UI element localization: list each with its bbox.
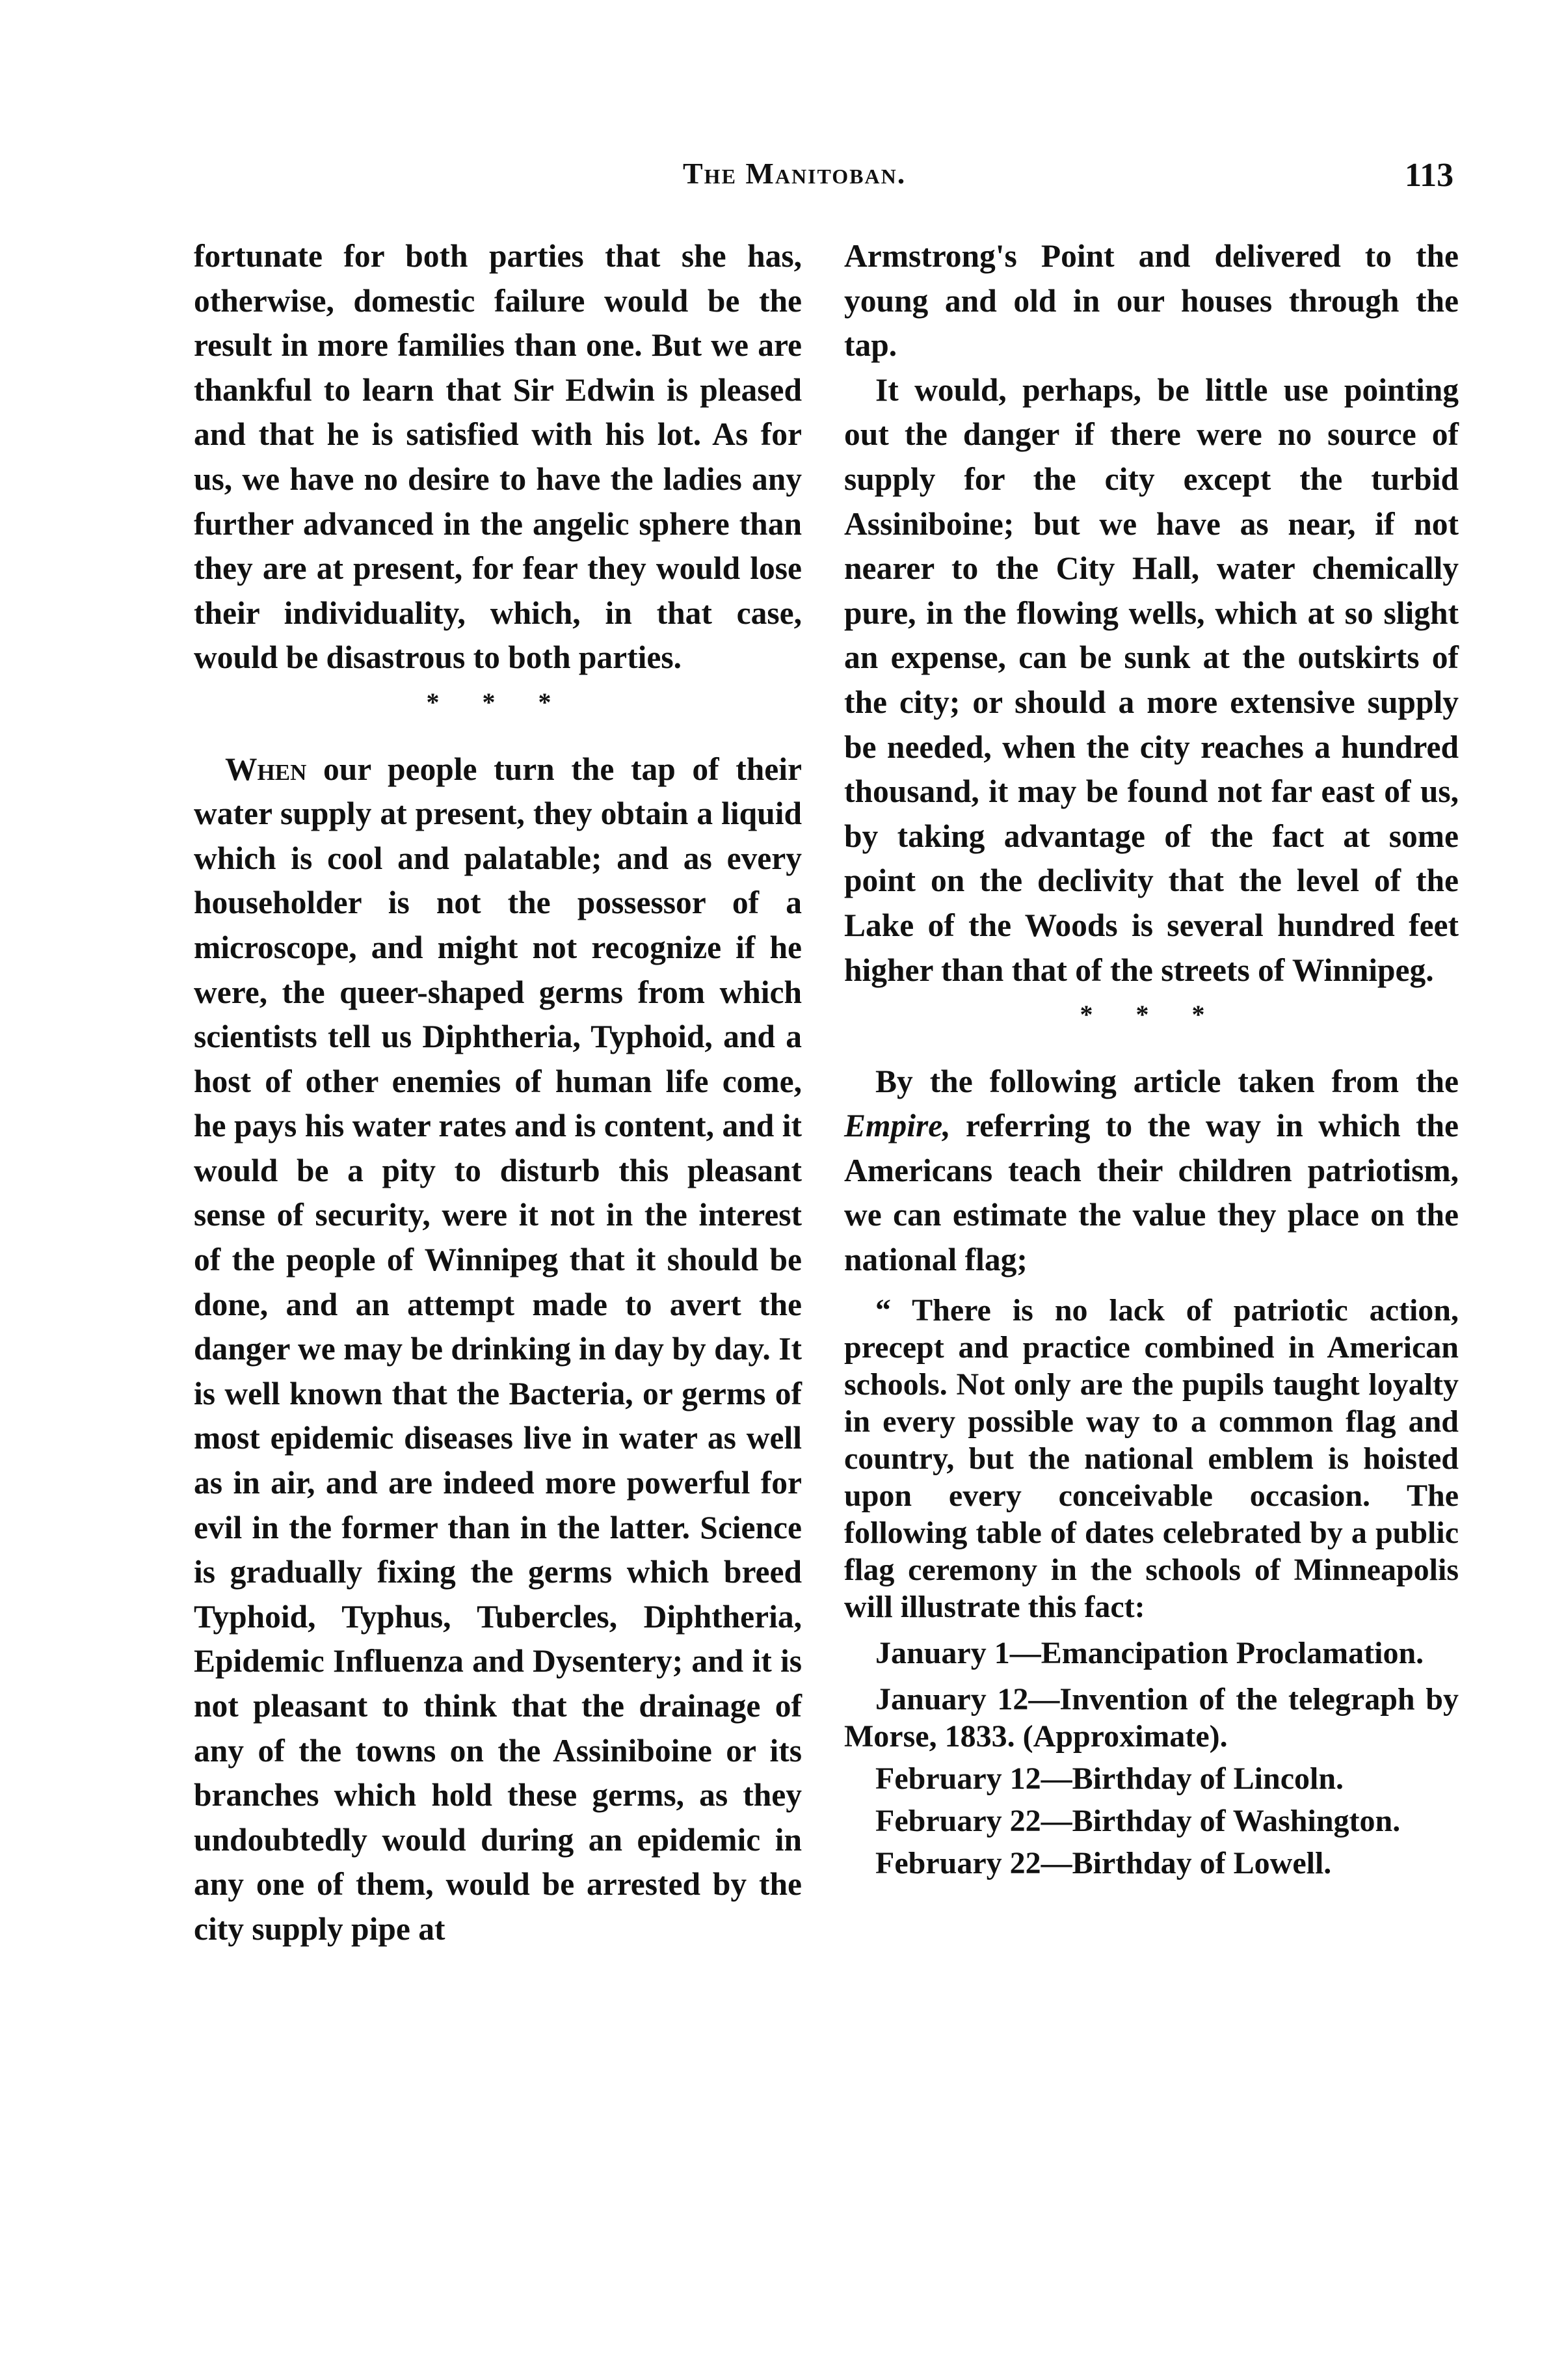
right-paragraph-3 [844,1060,1459,1283]
page-header [0,156,1566,202]
drop-lead-word: When [225,751,307,787]
page-number: 113 [1405,157,1454,194]
flag-date-entry: February 22—Birthday of Washington. [875,1803,1401,1838]
right-paragraph-2: It would, perhaps, be little use pointing out the danger if there were no source of supply for the city except the turbid Assiniboine; but we have as near, if not nearer to the City Hall, water chemically pure, in the flowing wells, which at so slight an expense, can be sunk at the outskirts of the city; or should a more extensive supply be needed, when the city reaches a hundred thousand, it may be found not far east of us, by taking advantage of the fact at some point on the declivity that the level of the Lake of the Woods is several hundred feet higher than that of the streets of Winnipeg. [844,371,1459,988]
section-separator-2: * * * [1080,1000,1223,1030]
left-paragraph-2-text: our people turn the tap of their water supply at present, they obtain a liquid which is cool and palatable; and as every householder is not the possessor of a microscope, and might not recognize if he were, the queer-shaped germs from which scientists tell us Diphtheria, Typhoid, and a host of other enemies of human life come, he pays his water rates and is content, and it would be a pity to disturb this pleasant sense of security, were it not in the interest of the people of Winnipeg that it should be done, and an attempt made to avert the danger we may be drinking in day by day. It is well known that the Bacteria, or germs of most epidemic diseases live in water as well as in air, and are indeed more powerful for evil in the former than in the latter. Science is gradually fixing the germs which breed Typhoid, Typhus, Tubercles, Diphtheria, Epidemic Influenza and Dysentery; and it is not pleasant to think that the drainage of any of the towns on the Assiniboine or its branches which hold these germs, as they undoubtedly would during an epidemic in any one of them, would be arrested by the city supply pipe at [194,751,802,1947]
quoted-article [844,1292,1459,1882]
flag-date-entry: January 1—Emancipation Proclamation. [875,1635,1424,1670]
right-paragraph-3-text-b: referring to the way in which the Americans teach their children patriotism, we can estimate the value they place on the national flag; [844,1108,1459,1278]
quote-paragraph: “ There is no lack of patriotic action, precept and practice combined in American schools. Not only are the pupils taught loyalty in every possible way to a common flag and country, but the national emblem is hoisted upon every conceivable occasion. The following table of dates celebrated by a public flag ceremony in the schools of Minneapolis will illustrate this fact: [844,1292,1459,1624]
newspaper-title: Empire, [844,1108,951,1144]
left-column [194,234,802,1952]
right-paragraph-3-text-a: By the following article taken from the [875,1063,1459,1099]
flag-date-entry: February 22—Birthday of Lowell. [875,1845,1332,1880]
left-paragraph-2 [194,747,802,1952]
right-column [844,234,1459,1882]
left-paragraph-1: fortunate for both parties that she has, otherwise, domestic failure would be the result in more families than one. But we are thankful to learn that Sir Edwin is pleased and that he is satisfied with his lot. As for us, we have no desire to have the ladies any further advanced in the angelic sphere than they are at present, for fear they would lose their individuality, which, in that case, would be disastrous to both parties. [194,238,802,676]
flag-date-entry: January 12—Invention of the telegraph by Morse, 1833. (Approximate). [844,1681,1459,1754]
flag-date-entry: February 12—Birthday of Lincoln. [875,1761,1344,1796]
right-paragraph-1: Armstrong's Point and delivered to the young and old in our houses through the tap. [844,238,1459,364]
running-head: The Manitoban. [683,157,907,190]
section-separator-1: * * * [426,687,570,717]
